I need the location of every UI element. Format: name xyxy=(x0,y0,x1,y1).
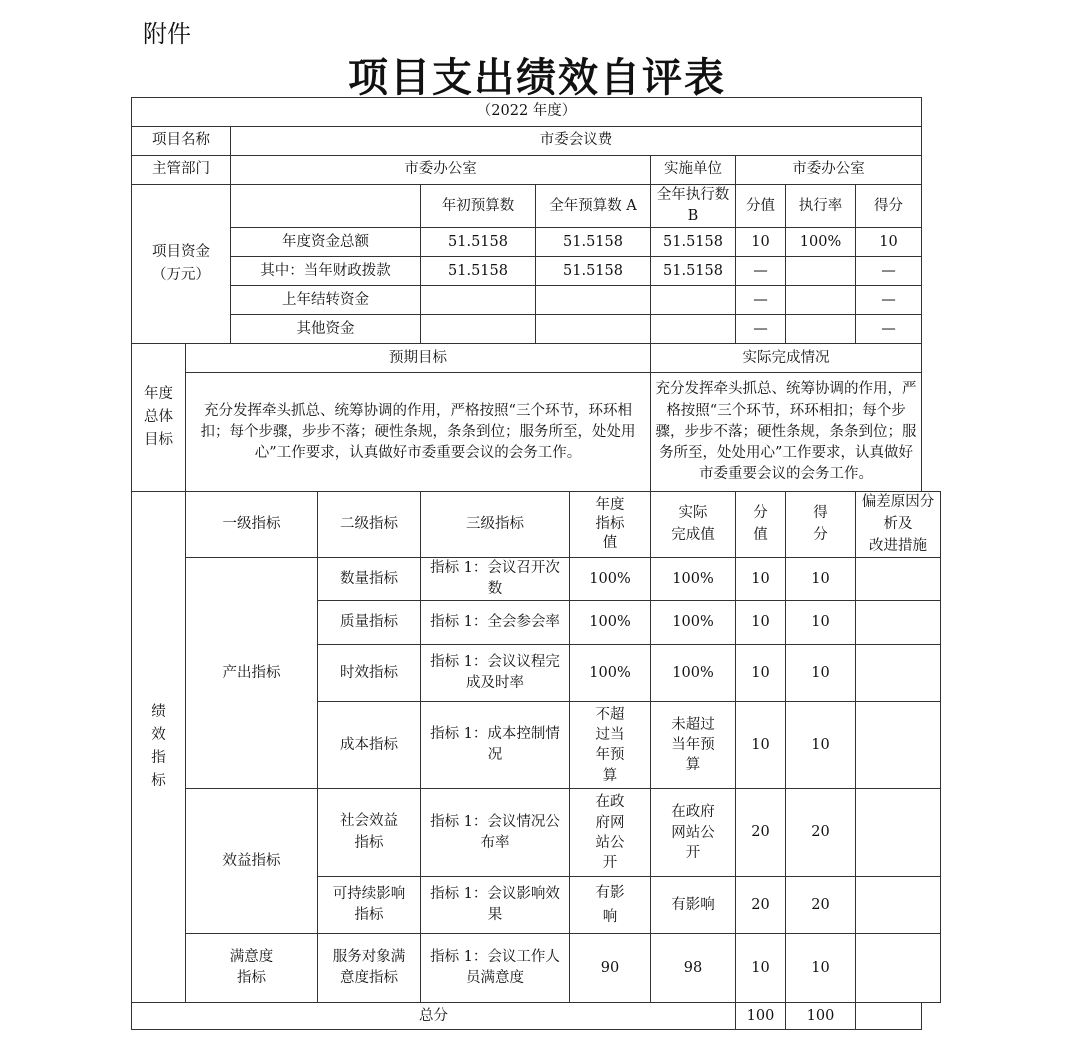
indicator-analysis xyxy=(856,558,941,601)
indicator-actual: 100% xyxy=(651,645,736,702)
indicator-analysis xyxy=(856,789,941,877)
attachment-label: 附件 xyxy=(143,20,191,48)
dept-label: 主管部门 xyxy=(132,156,231,185)
funds-row-annual xyxy=(536,315,651,344)
funds-row-weight: — xyxy=(736,257,786,286)
indicator-analysis xyxy=(856,702,941,789)
goals-expected-text: 充分发挥牵头抓总、统筹协调的作用，严格按照“三个环节，环环相扣；每个步骤，步步不落；硬性条规，条条到位；服务所至，处处用心”工作要求，认真做好市委重要会议的会务工作。 xyxy=(186,373,651,492)
indicator-level3: 指标 1：全会参会率 xyxy=(421,601,570,645)
funds-row-score: — xyxy=(856,286,922,315)
indicator-level3: 指标 1：会议情况公布率 xyxy=(421,789,570,877)
funds-header-score: 得分 xyxy=(856,185,922,228)
funds-row-score: — xyxy=(856,315,922,344)
self-evaluation-table xyxy=(131,97,941,1030)
indicator-row xyxy=(132,789,941,877)
indicator-target: 100% xyxy=(570,558,651,601)
indicator-target: 不超 过当 年预 算 xyxy=(570,702,651,789)
header-level2: 二级指标 xyxy=(318,492,421,558)
indicator-analysis xyxy=(856,645,941,702)
indicator-analysis xyxy=(856,934,941,1003)
header-level3: 三级指标 xyxy=(421,492,570,558)
indicator-weight: 10 xyxy=(736,934,786,1003)
indicator-level3: 指标 1：会议召开次数 xyxy=(421,558,570,601)
funds-header-weight: 分值 xyxy=(736,185,786,228)
funds-row-rate xyxy=(786,286,856,315)
page-title: 项目支出绩效自评表 xyxy=(348,54,726,101)
funds-label: 项目资金 （万元） xyxy=(132,185,231,344)
funds-row-score: — xyxy=(856,257,922,286)
indicator-target: 在政 府网 站公 开 xyxy=(570,789,651,877)
group-output: 产出指标 xyxy=(186,558,318,789)
funds-row-score: 10 xyxy=(856,228,922,257)
indicator-level2: 成本指标 xyxy=(318,702,421,789)
indicator-weight: 20 xyxy=(736,877,786,934)
project-name-value: 市委会议费 xyxy=(231,127,922,156)
header-score: 得 分 xyxy=(786,492,856,558)
indicator-weight: 20 xyxy=(736,789,786,877)
indicators-label: 绩 效 指 标 xyxy=(132,492,186,1003)
funds-row-initial: 51.5158 xyxy=(421,228,536,257)
funds-row-name: 上年结转资金 xyxy=(231,286,421,315)
funds-row-weight: 10 xyxy=(736,228,786,257)
funds-header-blank xyxy=(231,185,421,228)
funds-row-executed: 51.5158 xyxy=(651,257,736,286)
dept-value: 市委办公室 xyxy=(231,156,651,185)
funds-header-initial: 年初预算数 xyxy=(421,185,536,228)
funds-row-name: 其他资金 xyxy=(231,315,421,344)
header-target: 年度 指标 值 xyxy=(570,492,651,558)
header-actual: 实际 完成值 xyxy=(651,492,736,558)
impl-unit-value: 市委办公室 xyxy=(736,156,922,185)
indicator-score: 20 xyxy=(786,789,856,877)
funds-row-weight: — xyxy=(736,315,786,344)
indicator-weight: 10 xyxy=(736,601,786,645)
header-level1: 一级指标 xyxy=(186,492,318,558)
funds-header-annual: 全年预算数 A xyxy=(536,185,651,228)
group-satisfaction: 满意度 指标 xyxy=(186,934,318,1003)
indicator-level3: 指标 1：会议工作人员满意度 xyxy=(421,934,570,1003)
indicator-level2: 社会效益 指标 xyxy=(318,789,421,877)
indicator-target: 90 xyxy=(570,934,651,1003)
indicator-actual: 未超过 当年预 算 xyxy=(651,702,736,789)
funds-row-name: 年度资金总额 xyxy=(231,228,421,257)
indicator-level3: 指标 1：成本控制情况 xyxy=(421,702,570,789)
funds-row-annual xyxy=(536,286,651,315)
total-row xyxy=(132,1003,941,1030)
indicator-actual: 100% xyxy=(651,601,736,645)
goals-actual-text: 充分发挥牵头抓总、统筹协调的作用，严格按照“三个环节，环环相扣；每个步骤，步步不落；硬性条规，条条到位；服务所至，处处用心”工作要求，认真做好市委重要会议的会务工作。 xyxy=(651,373,922,492)
indicator-level2: 质量指标 xyxy=(318,601,421,645)
funds-row-executed: 51.5158 xyxy=(651,228,736,257)
funds-row-weight: — xyxy=(736,286,786,315)
indicator-actual: 98 xyxy=(651,934,736,1003)
group-benefit: 效益指标 xyxy=(186,789,318,934)
indicator-score: 10 xyxy=(786,558,856,601)
indicator-actual: 100% xyxy=(651,558,736,601)
indicator-weight: 10 xyxy=(736,558,786,601)
total-analysis xyxy=(856,1003,922,1030)
total-score: 100 xyxy=(786,1003,856,1030)
indicator-score: 10 xyxy=(786,934,856,1003)
funds-row xyxy=(132,257,941,286)
indicator-row xyxy=(132,558,941,601)
indicator-score: 10 xyxy=(786,601,856,645)
indicator-level2: 服务对象满 意度指标 xyxy=(318,934,421,1003)
funds-row-initial xyxy=(421,315,536,344)
funds-header-executed: 全年执行数 B xyxy=(651,185,736,228)
indicator-actual: 在政府 网站公 开 xyxy=(651,789,736,877)
indicator-score: 20 xyxy=(786,877,856,934)
header-analysis: 偏差原因分析及 改进措施 xyxy=(856,492,941,558)
funds-row-rate: 100% xyxy=(786,228,856,257)
total-weight: 100 xyxy=(736,1003,786,1030)
funds-row xyxy=(132,228,941,257)
project-name-label: 项目名称 xyxy=(132,127,231,156)
total-label: 总分 xyxy=(132,1003,736,1030)
indicator-analysis xyxy=(856,601,941,645)
indicator-level2: 可持续影响 指标 xyxy=(318,877,421,934)
indicator-target: 100% xyxy=(570,601,651,645)
funds-row xyxy=(132,315,941,344)
funds-row-name: 其中：当年财政拨款 xyxy=(231,257,421,286)
funds-row-initial xyxy=(421,286,536,315)
header-weight: 分 值 xyxy=(736,492,786,558)
indicator-level2: 数量指标 xyxy=(318,558,421,601)
funds-row-rate xyxy=(786,315,856,344)
funds-row xyxy=(132,286,941,315)
funds-row-executed xyxy=(651,286,736,315)
funds-row-rate xyxy=(786,257,856,286)
indicator-level2: 时效指标 xyxy=(318,645,421,702)
funds-row-executed xyxy=(651,315,736,344)
indicator-row xyxy=(132,934,941,1003)
impl-unit-label: 实施单位 xyxy=(651,156,736,185)
indicator-weight: 10 xyxy=(736,645,786,702)
year-cell: （2022 年度） xyxy=(132,98,922,127)
indicator-level3: 指标 1：会议影响效果 xyxy=(421,877,570,934)
indicator-analysis xyxy=(856,877,941,934)
funds-row-annual: 51.5158 xyxy=(536,257,651,286)
goals-actual-header: 实际完成情况 xyxy=(651,344,922,373)
indicator-score: 10 xyxy=(786,702,856,789)
goals-expected-header: 预期目标 xyxy=(186,344,651,373)
indicator-target: 100% xyxy=(570,645,651,702)
goals-label: 年度 总体 目标 xyxy=(132,344,186,492)
funds-row-initial: 51.5158 xyxy=(421,257,536,286)
funds-row-annual: 51.5158 xyxy=(536,228,651,257)
funds-header-rate: 执行率 xyxy=(786,185,856,228)
indicator-actual: 有影响 xyxy=(651,877,736,934)
indicator-target: 有影 响 xyxy=(570,877,651,934)
indicator-level3: 指标 1：会议议程完成及时率 xyxy=(421,645,570,702)
indicator-weight: 10 xyxy=(736,702,786,789)
indicator-score: 10 xyxy=(786,645,856,702)
